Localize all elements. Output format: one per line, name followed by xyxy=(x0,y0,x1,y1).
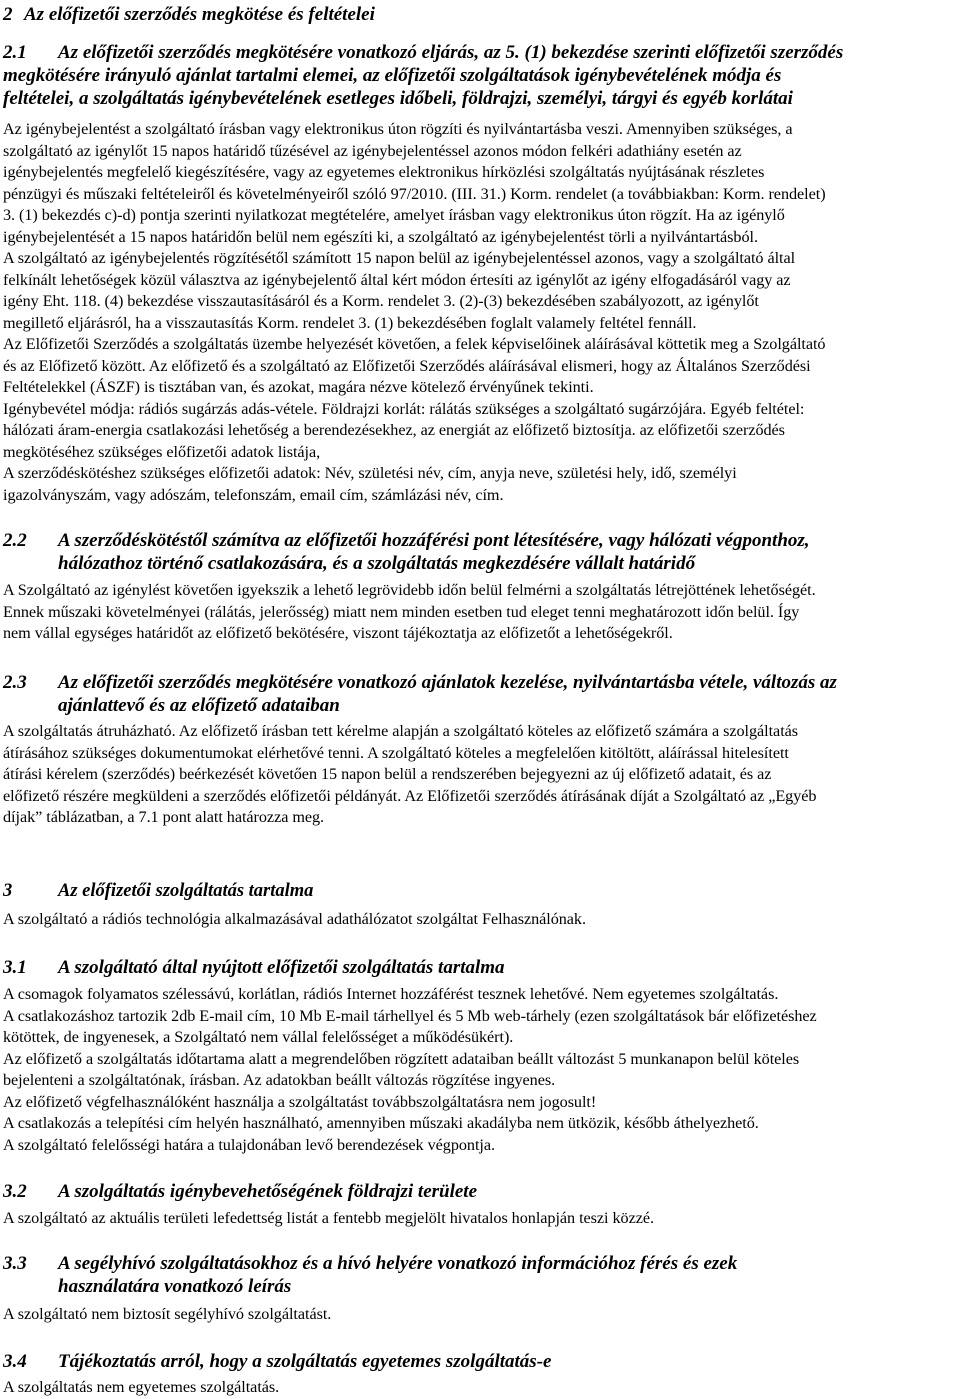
section-number: 3.4 xyxy=(3,1351,27,1372)
section-title: Az előfizetői szolgáltatás tartalma xyxy=(58,881,314,901)
section-3-4-body: A szolgáltatás nem egyetemes szolgáltatás. xyxy=(3,1378,280,1396)
section-3-3-heading xyxy=(3,1252,955,1298)
section-title: Az előfizetői szerződés megkötésére vonatkozó ajánlatok kezelése, nyilvántartásba vétele, változás az ajánlattevő és az előfizető adataiban xyxy=(58,672,837,716)
section-number: 3.1 xyxy=(3,957,27,978)
section-3-3-body: A szolgáltató nem biztosít segélyhívó szolgáltatást. xyxy=(3,1305,332,1323)
section-number: 3.3 xyxy=(3,1253,27,1274)
section-3-2-body: A szolgáltató az aktuális területi lefedettség listát a fentebb megjelölt hivatalos honlapján teszi közzé. xyxy=(3,1209,654,1227)
section-3-1-heading xyxy=(3,956,955,979)
section-number: 3 xyxy=(3,881,13,901)
section-2-2-body: A Szolgáltató az igénylést követően igyekszik a lehető legrövidebb időn belül felmérni a szolgáltatás létrejöttének lehetőségét. Ennek műszaki követelményei (rálátás, jelerősség) miatt nem minden esetben tud eleget tenni meghatározott időn belül. Így nem vállal egységes határidőt az előfizető bekötésére, viszont tájékoztatja az előfizetőt a lehetőségekről. xyxy=(3,581,816,642)
section-3-body: A szolgáltató a rádiós technológia alkalmazásával adathálózatot szolgáltat Felhasználónak. xyxy=(3,910,586,928)
section-2-1-heading xyxy=(3,41,955,110)
section-number: 2.2 xyxy=(3,530,27,551)
section-number: 3.2 xyxy=(3,1181,27,1202)
section-title: A szolgáltató által nyújtott előfizetői szolgáltatás tartalma xyxy=(58,957,505,978)
section-number: 2.3 xyxy=(3,672,27,693)
section-3-2-heading xyxy=(3,1180,955,1203)
section-title: A szolgáltatás igénybevehetőségének földrajzi területe xyxy=(58,1181,478,1202)
section-2-1-body: Az igénybejelentést a szolgáltató írásban vagy elektronikus úton rögzíti és nyilvántartásba veszi. Amennyiben szükséges, a szolgáltató az igénylőt 15 napos határidő tűzésével az igénybejelentéssel azonos módon felkéri adathiány esetén az igénybejelentés megfelelő kiegészítésére, vagy az egyetemes elektronikus hírközlési szolgáltatás nyújtásának részletes pénzügyi és műszaki feltételeiről és követelményeiről szóló 97/2010. (III. 31.) Korm. rendelet (a továbbiakban: Korm. rendelet) 3. (1) bekezdés c)-d) pontja szerinti nyilatkozat megtételére, amelyet írásban vagy elektronikus úton rögzít. Ha az igénylő igénybejelentését a 15 napos határidőn belül nem egészíti ki, a szolgáltató az igénybejelentést törli a nyilvántartásból. A szolgáltató az igénybejelentés rögzítésétől számított 15 napon belül az igénybejelentéssel azonos, vagy a szolgáltató által felkínált lehetőségek közül választva az igénybejelentő által kért módon értesíti az igénylőt az igény elfogadásáról vagy az igény Eht. 118. (4) bekezdése visszautasításáról és a Korm. rendelet 3. (2)-(3) bekezdésében szabályozott, az igénylőt megillető eljárásról, ha a visszautasítás Korm. rendelet 3. (1) bekezdésében foglalt valamely feltétel fennáll. Az Előfizetői Szerződés a szolgáltatás üzembe helyezését követően, a felek képviselőinek aláírásával köttetik meg a Szolgáltató és az Előfizető között. Az előfizető és a szolgáltató az Előfizetői Szerződés aláírásával elismeri, hogy az Általános Szerződési Feltételekkel (ÁSZF) is tisztában van, és azokat, magára nézve kötelező érvényűnek tekinti. Igénybevétel módja: rádiós sugárzás adás-vétele. Földrajzi korlát: rálátás szükséges a szolgáltató sugárzójára. Egyéb feltétel: hálózati áram-energia csatlakozási lehetőség a berendezésekhez, az energiát az előfizető biztosítja. az előfizetői szerződés megkötéséhez szükséges előfizetői adatok listája, A szerződéskötéshez szükséges előfizetői adatok: Név, születési név, cím, anyja neve, születési hely, idő, személyi igazolványszám, vagy adószám, telefonszám, email cím, számlázási név, cím. xyxy=(3,120,826,504)
section-title: Az előfizetői szerződés megkötése és feltételei xyxy=(24,4,375,25)
section-number: 2 xyxy=(3,4,13,25)
section-title: Tájékoztatás arról, hogy a szolgáltatás egyetemes szolgáltatás-e xyxy=(58,1351,552,1372)
section-3-1-body: A csomagok folyamatos szélessávú, korlátlan, rádiós Internet hozzáférést tesznek lehetővé. Nem egyetemes szolgáltatás. A csatlakozáshoz tartozik 2db E-mail cím, 10 Mb E-mail tárhellyel és 5 Mb web-tárhely (ezen szolgáltatások bár előfizetéshez kötöttek, de ingyenesek, a Szolgáltató nem vállal felelősséget a működésükért). Az előfizető a szolgáltatás időtartama alatt a megrendelőben rögzített adataiban beállt változást 5 munkanapon belül köteles bejelenteni a szolgáltatónak, írásban. Az adatokban beállt változás rögzítése ingyenes. Az előfizető végfelhasználóként használja a szolgáltatást továbbszolgáltatásra nem jogosult! A csatlakozás a telepítési cím helyén használható, amennyiben műszaki akadályba nem ütközik, később áthelyezhető. A szolgáltató felelősségi határa a tulajdonában levő berendezések végpontja. xyxy=(3,985,817,1154)
section-2-3-body: A szolgáltatás átruházható. Az előfizető írásban tett kérelme alapján a szolgáltató köteles az előfizető számára a szolgáltatás átírásához szükséges dokumentumokat elérhetővé tenni. A szolgáltató köteles a megfelelően kitöltött, aláírással hitelesített átírási kérelem (szerződés) beérkezését követően 15 napon belül a rendszerében bejegyezni az új előfizető adatait, és az előfizető részére megküldeni a szerződés előfizetői példányát. Az Előfizetői szerződés átírásának díját a Szolgáltató az „Egyéb díjak” táblázatban, a 7.1 pont alatt határozza meg. xyxy=(3,722,817,826)
section-title: A szerződéskötéstől számítva az előfizetői hozzáférési pont létesítésére, vagy hálózati végponthoz, hálózathoz történő csatlakozására, és a szolgáltatás megkezdésére vállalt határidő xyxy=(58,530,810,574)
section-3-4-heading xyxy=(3,1350,955,1373)
section-number: 2.1 xyxy=(3,42,27,63)
section-title: Az előfizetői szerződés megkötésére vonatkozó eljárás, az 5. (1) bekezdése szerinti előfizetői szerződés megkötésére irányuló ajánlat tartalmi elemei, az előfizetői szolgáltatások igénybevételének módja és feltételei, a szolgáltatás igénybevételének esetleges időbeli, földrajzi, személyi, tárgyi és egyéb korlátai xyxy=(3,42,844,109)
section-title: A segélyhívó szolgáltatásokhoz és a hívó helyére vonatkozó információhoz férés és ezek használatára vonatkozó leírás xyxy=(58,1253,738,1297)
section-2-2-heading xyxy=(3,529,955,575)
section-3-heading xyxy=(3,880,955,903)
section-2-heading xyxy=(3,3,955,26)
section-2-3-heading xyxy=(3,671,955,717)
